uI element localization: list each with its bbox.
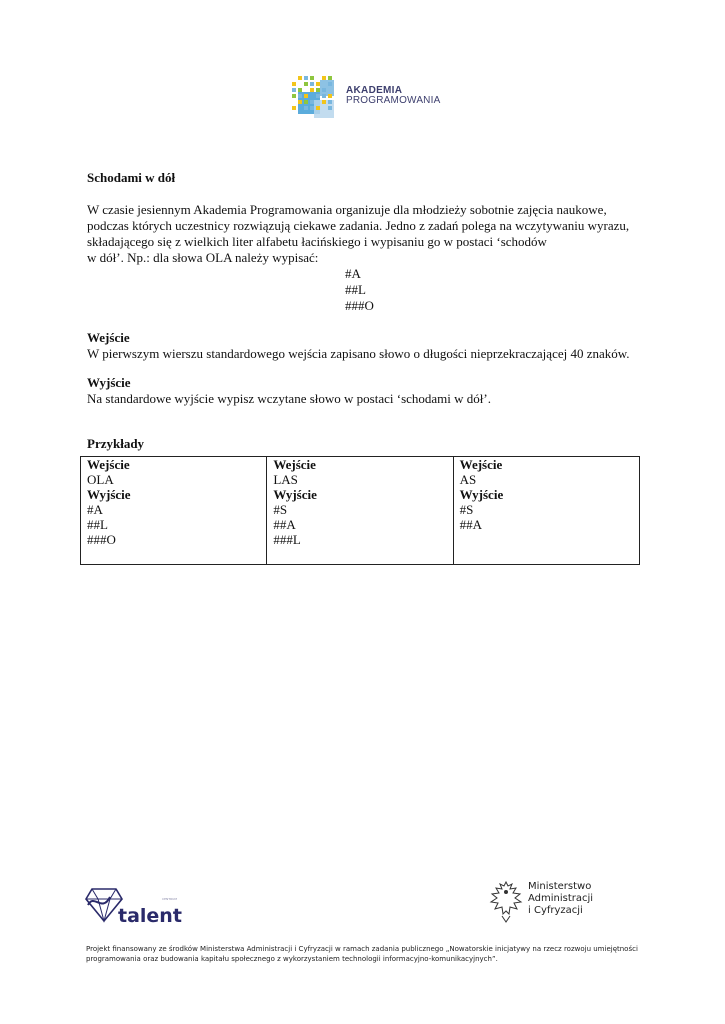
ministry-line: Ministerstwo (528, 881, 592, 892)
logo-pixel (292, 82, 296, 86)
examples-table (80, 456, 640, 565)
logo-pixel (310, 76, 314, 80)
example-input-value: AS (459, 472, 477, 487)
example-output-label: Wyjście (273, 487, 317, 502)
akademia-programowania-logo (290, 74, 450, 120)
talent-logo (84, 883, 194, 929)
example-input-value: OLA (87, 472, 114, 487)
logo-pixel (292, 106, 296, 110)
logo-pixel (304, 94, 308, 98)
ministry-line: Administracji (528, 893, 594, 904)
example-input-label: Wejście (87, 457, 130, 472)
example-output-line: ##A (459, 517, 483, 532)
task-content (87, 170, 642, 452)
ministry-line: i Cyfryzacji (528, 905, 583, 916)
logo-pixel (304, 76, 308, 80)
logo-line-2: PROGRAMOWANIA (346, 95, 441, 106)
logo-pixel (298, 76, 302, 80)
footer-line: Projekt finansowany ze środków Ministerstwa Administracji i Cyfryzacji w ramach zadania publicznego „Nowatorskie inicjatywy na rzecz rozwoju umiejętności (86, 945, 638, 953)
description-line: składającego się z wielkich liter alfabetu łacińskiego i wypisaniu go w postaci ‘schodów (87, 234, 547, 249)
logo-pixel (292, 94, 296, 98)
input-heading: Wejście (87, 330, 130, 345)
examples-row (81, 457, 640, 565)
example-output-label: Wyjście (459, 487, 504, 502)
logo-pixel (298, 100, 302, 104)
logo-pixel (310, 82, 314, 86)
example-output-line: ##L (87, 517, 108, 532)
logo-pixel (298, 94, 302, 98)
description-line: podczas których uczestnicy rozwiązują ciekawe zadania. Jedno z zadań polega na wczytywaniu wyrazu, (87, 218, 630, 233)
logo-pixel (328, 106, 332, 110)
logo-pixel (304, 82, 308, 86)
example-input-label: Wejście (273, 457, 316, 472)
logo-text (346, 86, 440, 106)
example-output-line: #A (87, 502, 103, 517)
talent-small-text: CENTRUM (162, 897, 177, 901)
logo-pixel (310, 106, 314, 110)
eagle-emblem-icon (488, 878, 524, 924)
example-output-line: #S (273, 502, 288, 517)
ministry-logo (488, 878, 598, 926)
examples-heading: Przykłady (87, 436, 145, 451)
example-cell-3 (453, 457, 639, 565)
task-description (87, 202, 642, 266)
example-input-label: Wejście (459, 457, 503, 472)
logo-pixel (310, 100, 314, 104)
logo-pixel (322, 76, 326, 80)
logo-pixel (328, 100, 332, 104)
inline-example-line: ###O (345, 298, 374, 313)
logo-pixel (322, 94, 326, 98)
example-cell-2 (267, 457, 453, 565)
description-line: w dół’. Np.: dla słowa OLA należy wypisać: (87, 250, 319, 265)
inline-example (345, 266, 642, 314)
example-output-line: #S (459, 502, 474, 517)
example-output-line: ##A (273, 517, 296, 532)
logo-pixel (316, 94, 320, 98)
logo-pixel (322, 88, 326, 92)
footer-note (86, 944, 646, 964)
logo-pixel (328, 76, 332, 80)
inline-example-line: ##L (345, 282, 366, 297)
logo-pixel (310, 88, 314, 92)
logo-pixel (316, 82, 320, 86)
example-input-value: LAS (273, 472, 298, 487)
input-text: W pierwszym wierszu standardowego wejścia zapisano słowo o długości nieprzekraczającej 40 znaków. (87, 346, 630, 361)
logo-pixel (304, 100, 308, 104)
logo-pixel (328, 94, 332, 98)
example-output-label: Wyjście (87, 487, 131, 502)
logo-pixel (316, 106, 320, 110)
logo-mosaic-icon (290, 74, 346, 120)
example-output-line: ###O (87, 532, 116, 547)
logo-pixel (304, 106, 308, 110)
footer-line: programowania oraz budowania kapitału społecznego z wykorzystaniem technologii informacyjno-komunikacyjnych”. (86, 955, 498, 963)
output-text: Na standardowe wyjście wypisz wczytane słowo w postaci ‘schodami w dół’. (87, 391, 491, 406)
logo-pixel (322, 100, 326, 104)
logo-pixel (328, 82, 332, 86)
logo-line-1: AKADEMIA (346, 85, 403, 96)
logo-pixel (316, 88, 320, 92)
output-heading: Wyjście (87, 375, 131, 390)
ministry-text (528, 881, 593, 917)
example-output-line: ###L (273, 532, 301, 547)
inline-example-line: #A (345, 266, 361, 281)
talent-wordmark: talent (118, 905, 182, 927)
logo-pixel (298, 88, 302, 92)
task-title: Schodami w dół (87, 170, 176, 185)
example-cell-1 (81, 457, 267, 565)
logo-pixel (292, 88, 296, 92)
description-line: W czasie jesiennym Akademia Programowania organizuje dla młodzieży sobotnie zajęcia naukowe, (87, 202, 607, 217)
